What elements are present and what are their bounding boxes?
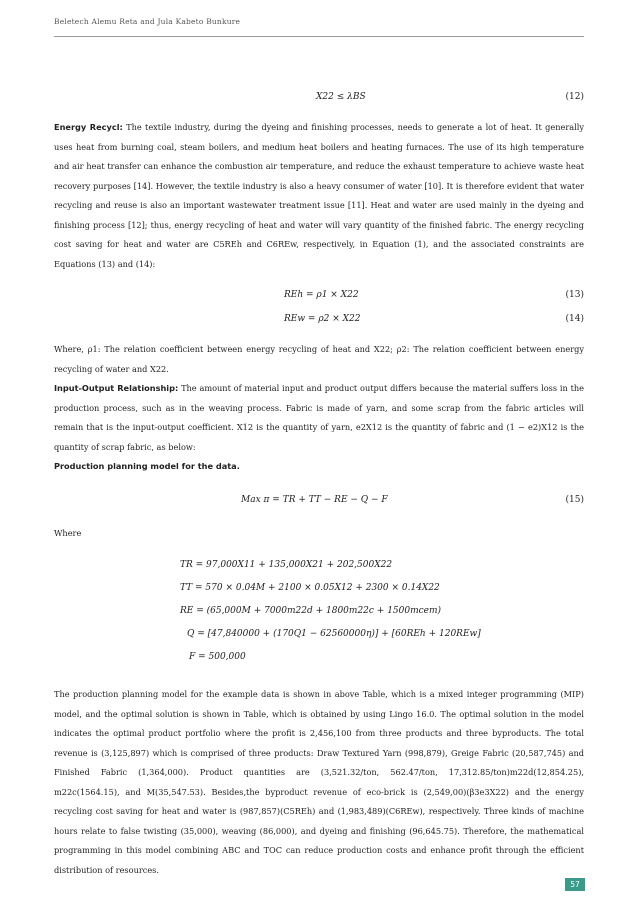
q-equation: Q = [47,840000 + (170Q1 − 62560000η)] + [60REh + 120REw] xyxy=(187,629,481,639)
where-rho-paragraph: Where, ρ1: The relation coefficient between energy recycling of heat and X22; ρ2: The relation coefficient between energy recycling of water and X22. xyxy=(54,344,584,374)
tt-equation: TT = 570 × 0.04M + 2100 × 0.05X12 + 2300 × 0.14X22 xyxy=(180,583,440,593)
equation-13-number: (13) xyxy=(565,290,584,300)
io-text: The amount of material input and product output differs because the material suffers loss in the production process, such as in the weaving process. Fabric is made of yarn, and some scrap from the fabric articles will remain that is the input-output coefficient. X12 is the quantity of yarn, e2X12 is the quantity of fabric and (1 − e2)X12 is the quantity of scrap fabric, as below: xyxy=(54,383,584,452)
equation-14-expr: REw = ρ2 × X22 xyxy=(284,314,361,324)
page-number-badge: 57 xyxy=(565,878,585,891)
equation-12-expr: X22 ≤ λBS xyxy=(316,92,366,102)
equation-13-expr: REh = ρ1 × X22 xyxy=(284,290,359,300)
equation-12-number: (12) xyxy=(565,92,584,102)
running-header: Beletech Alemu Reta and Jula Kabeto Bunkure xyxy=(54,17,241,26)
where-label: Where xyxy=(54,528,82,538)
equation-14-number: (14) xyxy=(565,314,584,324)
f-equation: F = 500,000 xyxy=(189,652,246,662)
energy-recycl-text: The textile industry, during the dyeing and finishing processes, needs to generate a lot of heat. It generally uses heat from burning coal, steam boilers, and medium heat boilers and heating furnaces. The use of its high temperature and air heat transfer can enhance the combustion air temperature, and reduce the exhaust temperature to achieve waste heat recovery purposes [14]. However, the textile industry is also a heavy consumer of water [10]. It is therefore evident that water recycling and reuse is also an important wastewater treatment issue [11]. Heat and water are used mainly in the dyeing and finishing process [12]; thus, energy recycling of heat and water will vary quantity of the finished fabric. The energy recycling cost saving for heat and water are C5REh and C6REw, respectively, in Equation (1), and the associated constraints are Equations (13) and (14): xyxy=(54,122,584,269)
equation-15-number: (15) xyxy=(565,495,584,505)
results-paragraph: The production planning model for the example data is shown in above Table, which is a mixed integer programming (MIP) model, and the optimal solution is shown in Table, which is obtained by using Lingo 16.0. The optimal solution in the model indicates the optimal product portfolio where the profit is 2,456,100 from three products and three byproducts. The total revenue is (3,125,897) which is comprised of three products: Draw Textured Yarn (998,879), Greige Fabric (20,587,745) and Finished Fabric (1,364,000). Product quantities are (3,521.32/ton, 562.47/ton, 17,312.85/ton)m22d(12,854.25), m22c(1564.15), and M(35,547.53). Besides,the byproduct revenue of eco-brick is (2,549,00)(β3e3X22) and the energy recycling cost saving for heat and water is (987,857)(C5REh) and (1,983,489)(C6REw), respectively. Three kinds of machine hours relate to false twisting (35,000), weaving (86,000), and dyeing and finishing (96,645.75). Therefore, the mathematical programming in this model combining ABC and TOC can reduce production costs and enhance profit through the efficient distribution of resources. xyxy=(54,689,584,875)
header-rule xyxy=(54,36,584,37)
energy-recycl-paragraph xyxy=(54,118,584,274)
energy-recycl-heading: Energy Recycl: xyxy=(54,122,123,132)
model-heading: Production planning model for the data. xyxy=(54,461,240,471)
model-heading-line xyxy=(54,457,584,477)
tr-equation: TR = 97,000X11 + 135,000X21 + 202,500X22 xyxy=(180,560,393,570)
io-paragraph xyxy=(54,379,584,457)
equation-15-expr: Max π = TR + TT − RE − Q − F xyxy=(241,495,388,505)
io-heading: Input-Output Relationship: xyxy=(54,383,179,393)
re-equation: RE = (65,000M + 7000m22d + 1800m22c + 1500mcem) xyxy=(180,606,442,616)
